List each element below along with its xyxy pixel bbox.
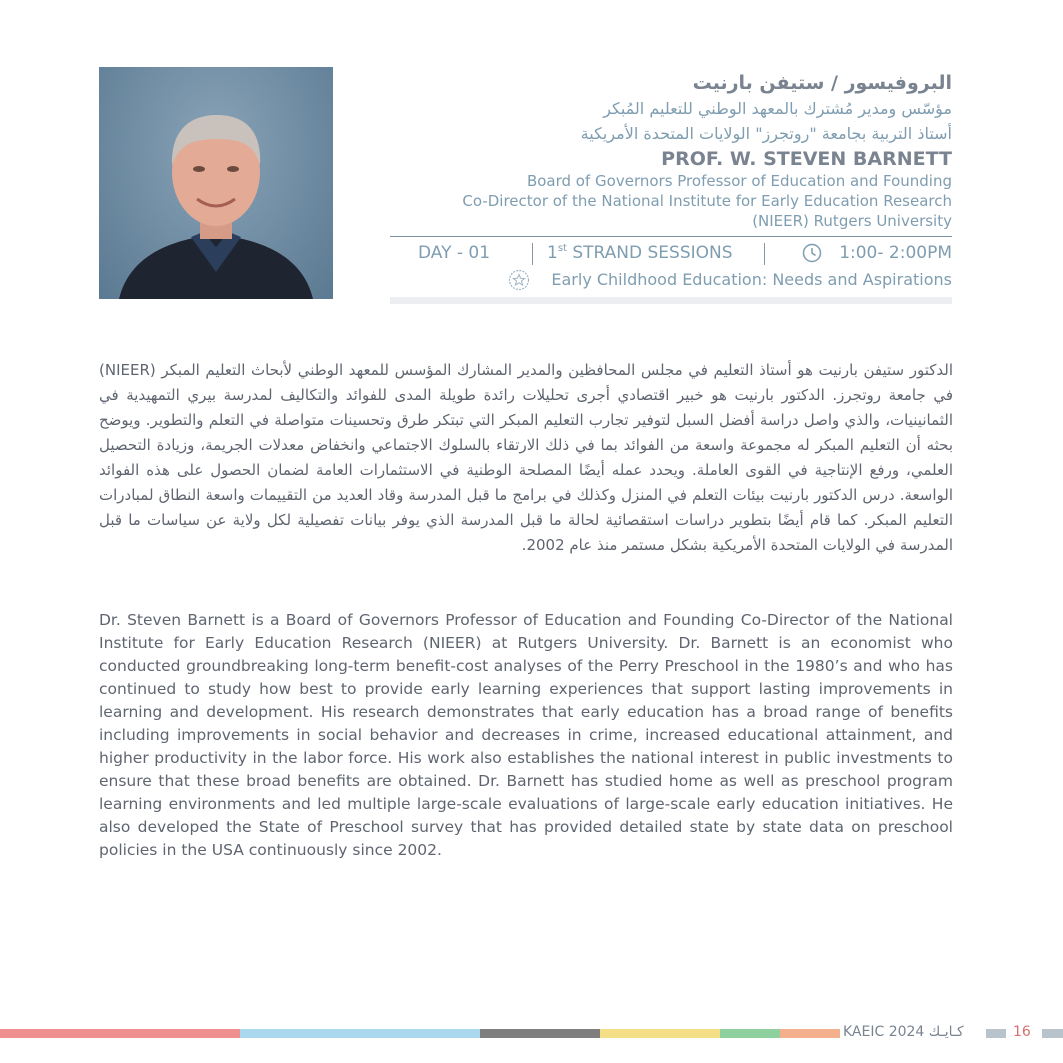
- header-bottom-bar: [390, 297, 952, 304]
- footer-label-english: KAEIC 2024: [843, 1024, 925, 1040]
- speaker-role-arabic-1: مؤسّس ومدير مُشترك بالمعهد الوطني للتعليم المُبكر: [603, 99, 952, 118]
- session-info-row: [390, 237, 952, 267]
- session-strand: [547, 243, 733, 263]
- footer-label-arabic: كـايـك: [928, 1024, 964, 1040]
- session-time: 1:00- 2:00PM: [839, 243, 952, 263]
- footer-segment: [0, 1029, 240, 1038]
- speaker-role-english-2: Co-Director of the National Institute for Early Education Research: [462, 192, 952, 210]
- session-topic-row: [390, 267, 952, 293]
- bio-english: Dr. Steven Barnett is a Board of Governors Professor of Education and Founding Co-Director of the National Institute for Early Education Research (NIEER) at Rutgers University. Dr. Barnett is an economist who conducted groundbreaking long-term benefit-cost analyses of the Perry Preschool in the 1980’s and who has continued to study how best to provide early learning experiences that support lasting improvements in learning and development. His research demonstrates that early education has a broad range of benefits including improvements in social behavior and decreases in crime, increased educational attainment, and higher productivity in the labor force. His work also establishes the national interest in public investments to ensure that these broad benefits are obtained. Dr. Barnett has studied home as well as preschool program learning environments and led multiple large-scale evaluations of large-scale early education initiatives. He also developed the State of Preschool survey that has provided detailed state by state data on preschool policies in the USA continuously since 2002.: [99, 611, 953, 859]
- session-divider: [532, 243, 533, 265]
- speaker-header: [390, 70, 952, 304]
- speaker-photo: [99, 67, 333, 299]
- speaker-role-english-1: Board of Governors Professor of Education and Founding: [526, 172, 952, 190]
- footer-segment: [986, 1029, 1006, 1038]
- session-day: DAY - 01: [418, 243, 491, 263]
- strand-number: 1: [547, 243, 558, 263]
- session-divider: [764, 243, 765, 265]
- footer-segment: [480, 1029, 600, 1038]
- bio-arabic: الدكتور ستيفن بارنيت هو أستاذ التعليم في مجلس المحافظين والمدير المشارك المؤسس للمعهد الوطني لأبحاث التعليم المبكر (NIEER) في جامعة روتجرز. الدكتور بارنيت هو خبير اقتصادي أجرى تحليلات رائدة طويلة المدى للفوائد والتكاليف لمدرسة بيري التمهيدية في الثمانينيات، والذي واصل دراسة أفضل السبل لتوفير تجارب التعليم المبكر التي تبتكر طرق وتحسينات متواصلة في التعلم والتطوير. ويوضح بحثه أن التعليم المبكر له مجموعة واسعة من الفوائد بما في ذلك الارتقاء بالسلوك الاجتماعي وانخفاض معدلات الجريمة، وزيادة التحصيل العلمي، ورفع الإنتاجية في القوى العاملة. ويحدد عمله أيضًا المصلحة الوطنية في الاستثمارات العامة لضمان الحصول على هذه الفوائد الواسعة. درس الدكتور بارنيت بيئات التعلم في المنزل وكذلك في برامج ما قبل المدرسة وقاد العديد من التقييمات واسعة النطاق لمبادرات التعليم المبكر. كما قام أيضًا بتطوير دراسات استقصائية لحالة ما قبل المدرسة الذي يوفر بيانات تفصيلية لكل ولاية عن سياسات ما قبل المدرسة في الولايات المتحدة الأمريكية بشكل مستمر منذ عام 2002.: [99, 361, 953, 554]
- speaker-portrait-illustration: [99, 67, 333, 299]
- star-badge-icon: [508, 269, 530, 291]
- footer-segment: [600, 1029, 720, 1038]
- footer-segment: [720, 1029, 780, 1038]
- clock-icon: [802, 243, 822, 263]
- session-topic: Early Childhood Education: Needs and Aspirations: [551, 270, 952, 289]
- strand-suffix: st: [557, 243, 567, 254]
- speaker-name-arabic: البروفيسور / ستيفن بارنيت: [692, 72, 952, 94]
- strand-label: STRAND SESSIONS: [572, 243, 733, 263]
- speaker-role-english-3: (NIEER) Rutgers University: [752, 212, 952, 230]
- speaker-name-english: PROF. W. STEVEN BARNETT: [661, 148, 952, 170]
- footer-label: [843, 1024, 964, 1040]
- footer-segment: [240, 1029, 480, 1038]
- page-number: 16: [1013, 1024, 1031, 1040]
- footer-segment: [1042, 1029, 1063, 1038]
- footer-segment: [780, 1029, 840, 1038]
- speaker-role-arabic-2: أستاذ التربية بجامعة "روتجرز" الولايات المتحدة الأمريكية: [580, 124, 952, 143]
